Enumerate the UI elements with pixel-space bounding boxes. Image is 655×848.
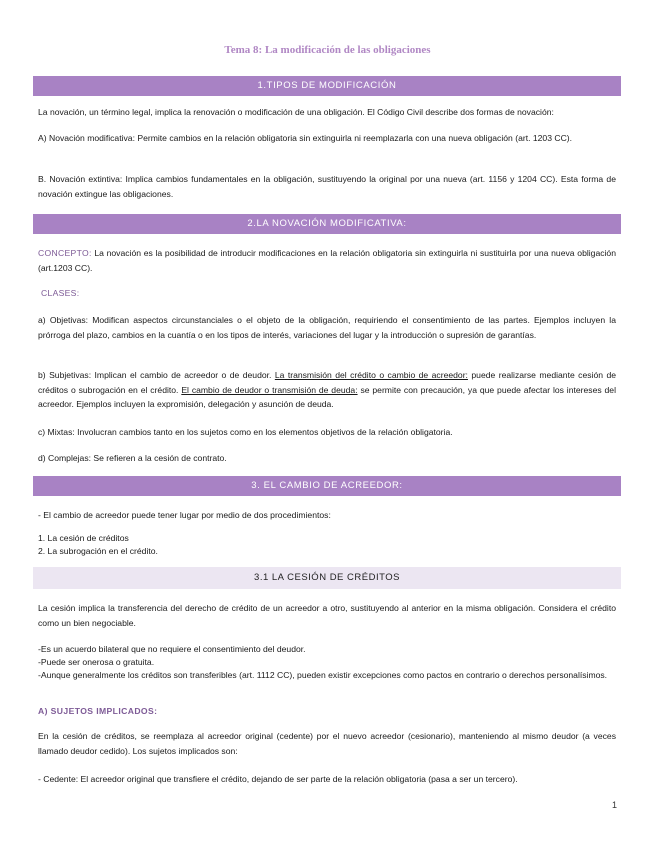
paragraph-cedente: - Cedente: El acreedor original que transfiere el crédito, dejando de ser parte de la relación obligatoria (pasa a ser un tercero). (38, 774, 518, 784)
section-heading-tipos: 1.TIPOS DE MODIFICACIÓN (33, 76, 621, 96)
list-item-cesion: 1. La cesión de créditos (38, 533, 129, 543)
paragraph-concepto (38, 246, 616, 275)
document-title: Tema 8: La modificación de las obligaciones (224, 44, 431, 56)
paragraph-novacion-modificativa: A) Novación modificativa: Permite cambios en la relación obligatoria sin extinguirla ni reemplazarla con una nueva obligación (art. 1203 CC). (38, 133, 573, 143)
section-heading-cambio-acreedor: 3. EL CAMBIO DE ACREEDOR: (33, 476, 621, 496)
concepto-label: CONCEPTO: (38, 248, 92, 258)
paragraph-intro: La novación, un término legal, implica la renovación o modificación de una obligación. El Código Civil describe dos formas de novación: (38, 107, 554, 117)
paragraph-cesion-definicion: La cesión implica la transferencia del derecho de crédito de un acreedor a otro, sustituyendo al anterior en la misma obligación. Considera el crédito como un bien negociable. (38, 603, 616, 628)
transmision-credito-link-text: La transmisión del crédito o cambio de acreedor: (274, 370, 468, 380)
paragraph-complejas: d) Complejas: Se refieren a la cesión de contrato. (38, 453, 227, 463)
paragraph-subjetivas: b) Subjetivas: Implican el cambio de acreedor o de deudor. La transmisión del crédito o cambio de acreedor: puede realizarse mediante cesión de créditos o subrogación en el crédito. El cambio de deudor o transmisión de deuda: se permite con precaución, ya que puede afectar los intereses del acreedor. Ejemplos incluyen la expromisión, delegación y asunción de deuda. (38, 370, 616, 409)
section-heading-novacion: 2.LA NOVACIÓN MODIFICATIVA: (33, 214, 621, 234)
paragraph-cambio-intro: - El cambio de acreedor puede tener lugar por medio de dos procedimientos: (38, 510, 331, 520)
bullet-acuerdo-bilateral: -Es un acuerdo bilateral que no requiere el consentimiento del deudor. (38, 644, 306, 654)
list-item-subrogacion: 2. La subrogación en el crédito. (38, 546, 158, 556)
cambio-deudor-text: El cambio de deudor o transmisión de deuda: (181, 384, 358, 395)
paragraph-objetivas: a) Objetivas: Modifican aspectos circunstanciales o el objeto de la obligación, requiriendo el consentimiento de las partes. Ejemplos incluyen la prórroga del plazo, cambios en la cuantía o en los tipos de interés, variaciones del lugar y la introducción o supresión de garantías. (38, 315, 616, 340)
page-number: 1 (612, 800, 618, 810)
paragraph-sujetos: En la cesión de créditos, se reemplaza al acreedor original (cedente) por el nuevo acreedor (cesionario), manteniendo al mismo deudor (a veces llamado deudor cedido). Los sujetos implicados son: (38, 731, 616, 756)
bullet-onerosa-gratuita: -Puede ser onerosa o gratuita. (38, 657, 155, 667)
paragraph-mixtas: c) Mixtas: Involucran cambios tanto en los sujetos como en los elementos objetivos de la relación obligatoria. (38, 427, 453, 437)
clases-label: CLASES: (41, 288, 80, 298)
bullet-transferibles: -Aunque generalmente los créditos son transferibles (art. 1112 CC), pueden existir excepciones como pactos en contrario o derechos personalísimos. (38, 670, 608, 680)
concepto-text: La novación es la posibilidad de introducir modificaciones en la relación obligatoria sin extinguirla ni sustituirla por una nueva obligación (art.1203 CC). (38, 248, 616, 273)
section-heading-cesion-creditos: 3.1 LA CESIÓN DE CRÉDITOS (33, 567, 621, 589)
paragraph-novacion-extintiva: B. Novación extintiva: Implica cambios fundamentales en la obligación, sustituyendo la original por una nueva (art. 1156 y 1204 CC). Esta forma de novación extingue las obligaciones. (38, 174, 616, 199)
sujetos-implicados-label: A) SUJETOS IMPLICADOS: (38, 706, 158, 716)
